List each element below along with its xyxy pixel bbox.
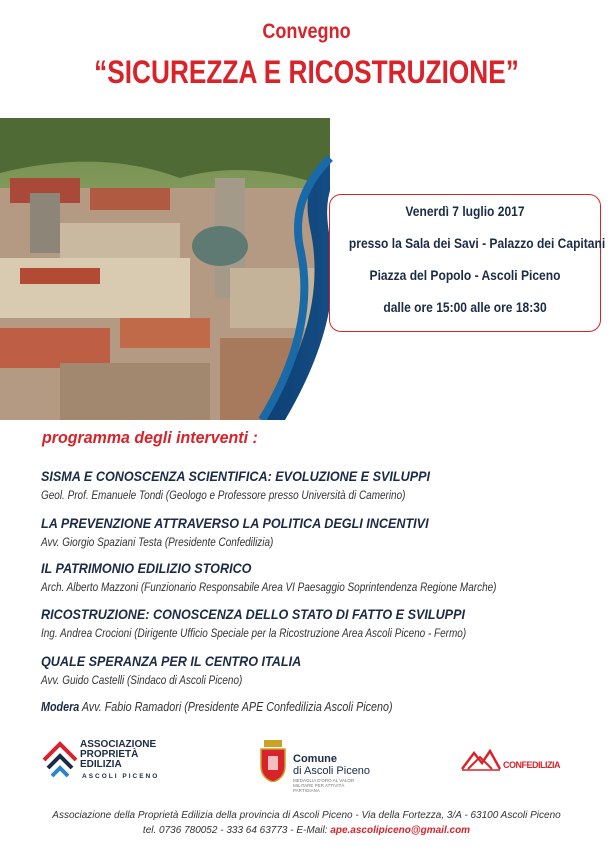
talk-speaker: Ing. Andrea Crocioni (Dirigente Ufficio Speciale per la Ricostruzione Area Ascoli Piceno - Fermo) (41, 626, 467, 640)
comune-city: di Ascoli Piceno (293, 765, 371, 777)
ape-house-logo-icon (42, 738, 78, 780)
event-place: Piazza del Popolo - Ascoli Piceno (369, 267, 561, 283)
comune-medal-text: MEDAGLIA D'ORO AL VALOR MILITARE PER ATTIVITÀ PARTIGIANA (293, 778, 355, 793)
comune-name: Comune (293, 753, 337, 765)
event-time: dalle ore 15:00 alle ore 18:30 (383, 299, 547, 315)
event-date: Venerdì 7 luglio 2017 (405, 203, 525, 219)
talk-speaker: Arch. Alberto Mazzoni (Funzionario Responsabile Area VI Paesaggio Soprintendenza Regione Marche) (41, 580, 497, 594)
moderator-name: Avv. Fabio Ramadori (Presidente APE Confedilizia Ascoli Piceno) (81, 700, 393, 714)
moderator-label: Modera (41, 700, 80, 714)
talk-title: RICOSTRUZIONE: CONOSCENZA DELLO STATO DI FATTO E SVILUPPI (41, 606, 465, 622)
confedilizia-logo-text: CONFEDILIZIA (503, 760, 560, 770)
ape-line-3: EDILIZIA (80, 759, 122, 770)
talk-title: IL PATRIMONIO EDILIZIO STORICO (41, 560, 252, 576)
event-title: “SICUREZZA E RICOSTRUZIONE” (94, 54, 519, 90)
confedilizia-logo-icon (460, 745, 502, 773)
talk-speaker: Geol. Prof. Emanuele Tondi (Geologo e Professore presso Università di Camerino) (41, 488, 406, 502)
ape-line-1: ASSOCIAZIONE (80, 739, 157, 750)
talk-title: QUALE SPERANZA PER IL CENTRO ITALIA (41, 653, 302, 669)
footer-phone: tel. 0736 780052 - 333 64 63773 - E-Mail: (142, 825, 328, 836)
footer-address: Associazione della Proprietà Edilizia della provincia di Ascoli Piceno - Via della Fortezza, 3/A - 63100 Ascoli Piceno (52, 810, 561, 821)
event-kicker: Convegno (262, 20, 351, 43)
comune-crest-icon (258, 740, 288, 782)
ape-logo-subtitle: ASCOLI PICENO (82, 773, 160, 780)
talk-title: LA PREVENZIONE ATTRAVERSO LA POLITICA DEGLI INCENTIVI (41, 515, 429, 531)
event-venue: presso la Sala dei Savi - Palazzo dei Capitani (348, 235, 606, 251)
program-heading: programma degli interventi : (42, 428, 258, 447)
footer-contacts (0, 825, 613, 836)
footer-email-link[interactable]: ape.ascolipiceno@gmail.com (330, 825, 471, 836)
moderator-line (41, 700, 393, 714)
talk-title: SISMA E CONOSCENZA SCIENTIFICA: EVOLUZIONE E SVILUPPI (41, 468, 431, 484)
talk-speaker: Avv. Guido Castelli (Sindaco di Ascoli Piceno) (41, 673, 243, 687)
talk-speaker: Avv. Giorgio Spaziani Testa (Presidente Confedilizia) (41, 535, 274, 549)
ape-line-2: PROPRIETÀ (80, 749, 139, 760)
ape-logo-text (80, 740, 156, 770)
event-info-box (329, 194, 606, 332)
